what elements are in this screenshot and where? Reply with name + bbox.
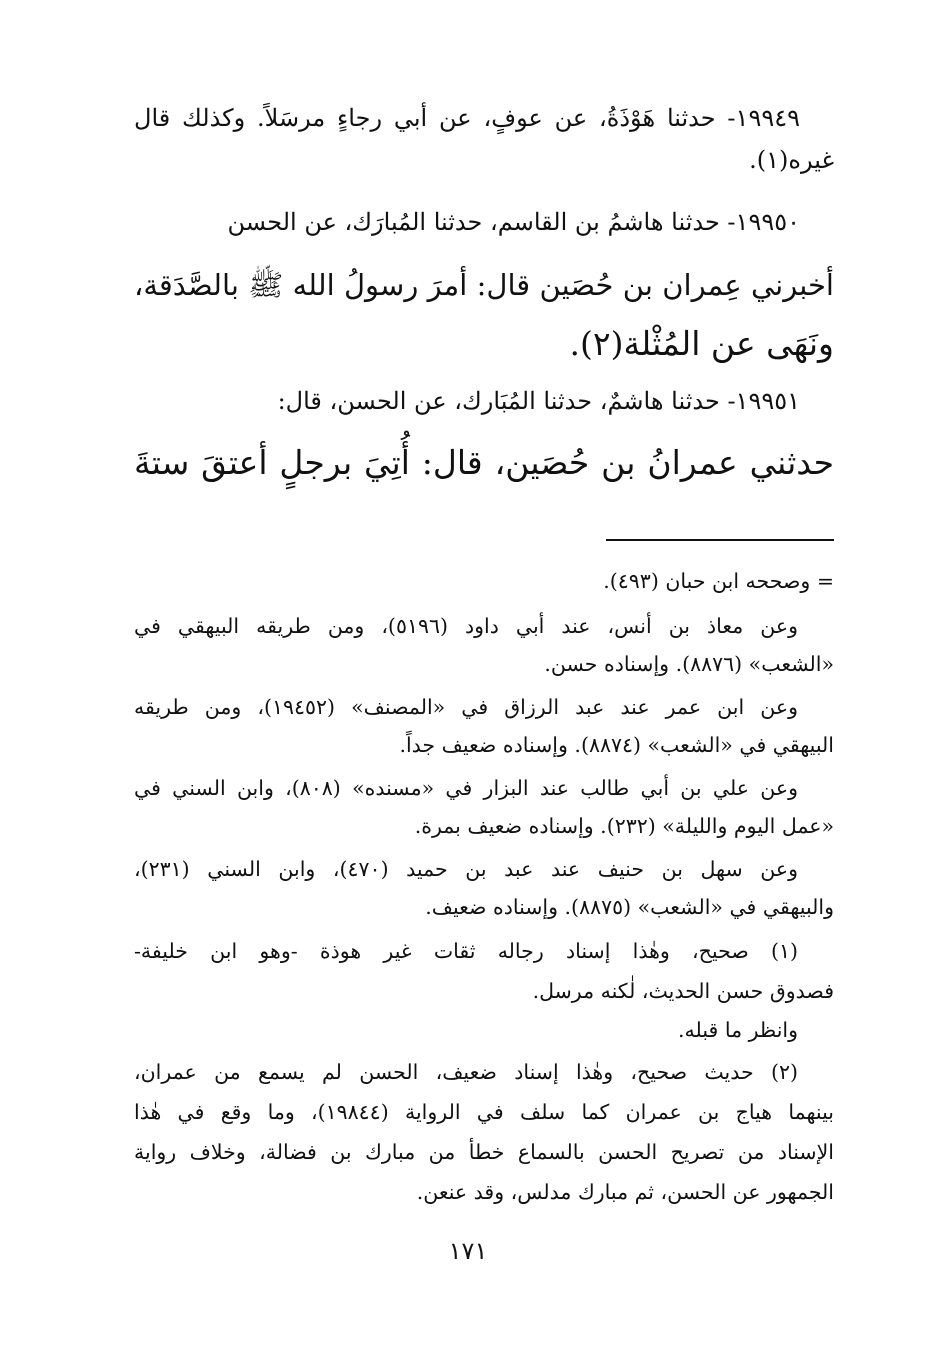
footnote-line: «الشعب» (٨٨٧٦). وإسناده حسن.: [544, 652, 834, 676]
hadith-19950-line-1: ١٩٩٥٠- حدثنا هاشمُ بن القاسم، حدثنا المُبارَك، عن الحسن: [227, 208, 800, 236]
footnote-line: والبيهقي في «الشعب» (٨٨٧٥). وإسناده ضعيف.: [425, 895, 834, 919]
hadith-19950-quote-line-1: أخبرني عِمران بن حُصَين قال: أمرَ رسولُ الله ﷺ بالصَّدَقة،: [134, 268, 834, 302]
footnote-line: «عمل اليوم والليلة» (٢٣٢). وإسناده ضعيف بمرة.: [414, 814, 834, 838]
footnote-2-line: الجمهور عن الحسن، ثم مبارك مدلس، وقد عنعن.: [416, 1180, 834, 1204]
footnote-2-line: (٢) حديث صحيح، وهٰذا إسناد ضعيف، الحسن لم يسمع من عمران،: [134, 1060, 798, 1084]
footnote-1-line: وانظر ما قبله.: [678, 1018, 798, 1042]
footnote-line: وعن سهل بن حنيف عند عبد بن حميد (٤٧٠)، وابن السني (٢٣١)،: [134, 857, 798, 881]
footnote-1-line: فصدوق حسن الحديث، لٰكنه مرسل.: [532, 979, 834, 1003]
hadith-19949-line-1: ١٩٩٤٩- حدثنا هَوْذَةُ، عن عوفٍ، عن أبي رجاءٍ مرسَلاً. وكذلك قال: [134, 104, 800, 132]
footnote-2-line: الإسناد من تصريح الحسن بالسماع خطأ من مبارك بن فضالة، وخلاف رواية: [134, 1140, 834, 1164]
footnote-line: البيهقي في «الشعب» (٨٨٧٤). وإسناده ضعيف جداً.: [399, 733, 834, 757]
footnote-line: = وصححه ابن حبان (٤٩٣).: [603, 569, 834, 593]
footnote-line: وعن علي بن أبي طالب عند البزار في «مسنده» (٨٠٨)، وابن السني في: [134, 776, 798, 800]
footnote-separator: [606, 539, 834, 541]
hadith-19951-line-1: ١٩٩٥١- حدثنا هاشمٌ، حدثنا المُبَارك، عن الحسن، قال:: [277, 387, 800, 415]
footnote-line: وعن معاذ بن أنس، عند أبي داود (٥١٩٦)، ومن طريقه البيهقي في: [134, 614, 799, 638]
page-number: ١٧١: [448, 1237, 488, 1265]
footnote-line: وعن ابن عمر عند عبد الرزاق في «المصنف» (١٩٤٥٢)، ومن طريقه: [134, 695, 798, 719]
hadith-19951-quote-line-1: حدثني عمرانُ بن حُصَين، قال: أُتِيَ برجلٍ أعتقَ ستةَ: [134, 443, 834, 482]
hadith-19950-quote-line-2: ونَهَى عن المُثْلة(٢).: [569, 324, 834, 363]
footnote-2-line: بينهما هياج بن عمران كما سلف في الرواية (١٩٨٤٤)، وما وقع في هٰذا: [134, 1100, 834, 1124]
footnote-1-line: (١) صحيح، وهٰذا إسناد رجاله ثقات غير هوذة -وهو ابن خليفة-: [134, 939, 798, 963]
hadith-19949-line-2: غيره(١).: [749, 146, 834, 174]
